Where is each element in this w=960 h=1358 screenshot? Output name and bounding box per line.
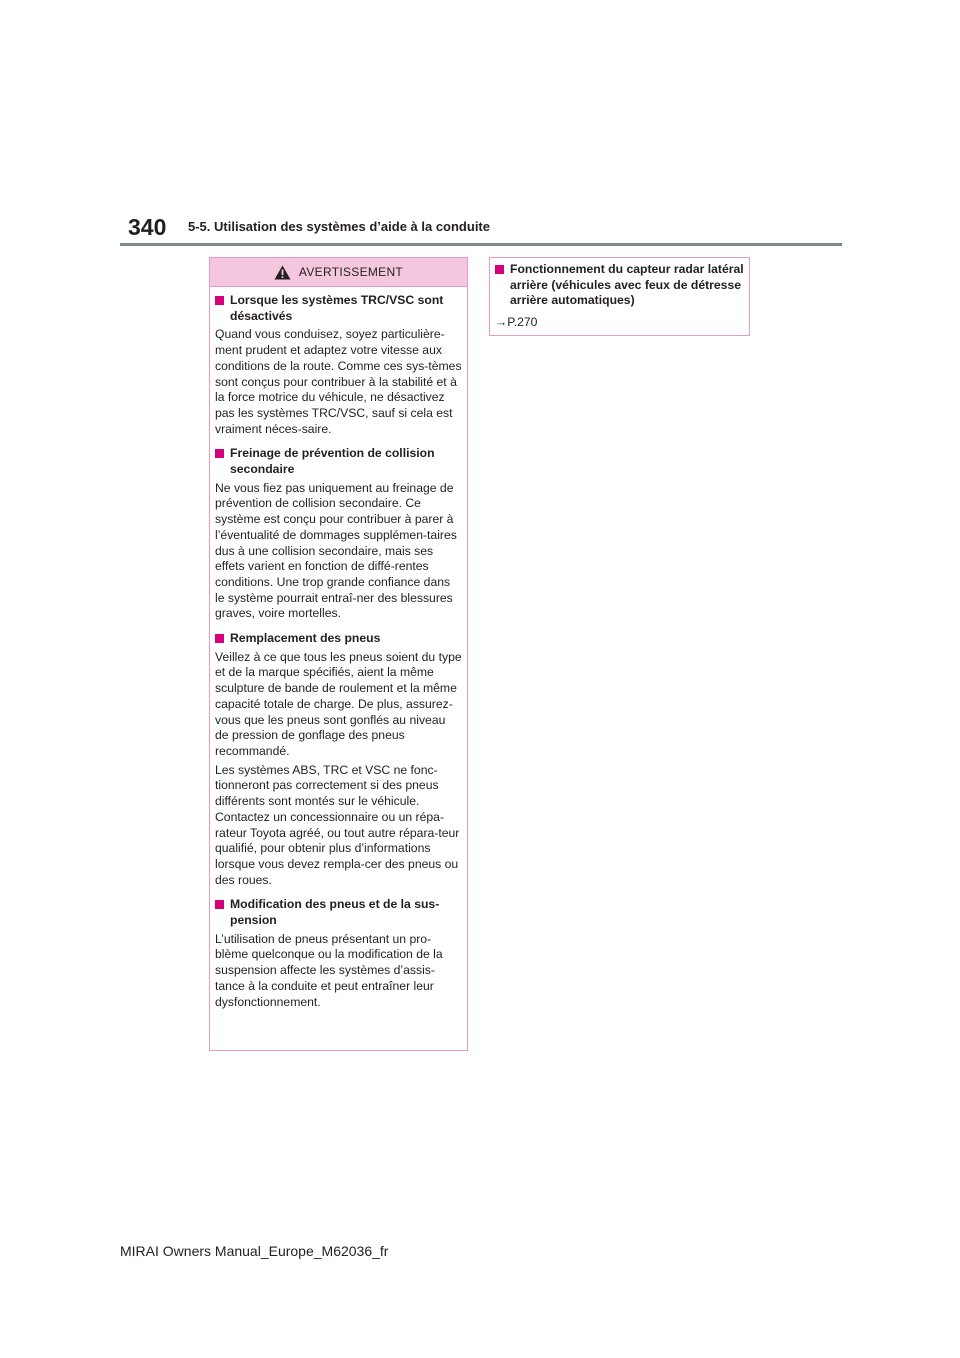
square-bullet-icon xyxy=(215,449,224,458)
side-note-heading xyxy=(495,262,744,309)
heading-text: Remplacement des pneus xyxy=(230,631,381,646)
warning-item xyxy=(215,631,462,888)
heading-text: Lorsque les systèmes TRC/VSC sont désactivés xyxy=(230,293,444,323)
warning-title: AVERTISSEMENT xyxy=(298,265,404,279)
section-title: 5-5. Utilisation des systèmes d’aide à la conduite xyxy=(188,219,490,234)
page-number: 340 xyxy=(128,214,167,240)
warning-paragraph: Ne vous fiez pas uniquement au freinage de prévention de collision secondaire. Ce système est conçu pour contribuer à parer à l’éventualité de dommages supplémen-taires dus à une collision secondaire, mais ses effets varient en fonction de diffé-rentes conditions. Une trop grande confiance dans le système pourrait entraî-ner des blessures graves, voire mortelles. xyxy=(215,480,457,621)
header-rule xyxy=(120,243,842,246)
warning-item xyxy=(215,897,462,1010)
warning-paragraph: Les systèmes ABS, TRC et VSC ne fonc-tionneront pas correctement si des pneus différents sont montés sur le véhicule. Contactez un concessionnaire ou un répa-rateur Toyota agréé, ou tout autre répara-teur qualifié, pour obtenir plus d’informations lorsque vous devez rempla-cer des pneus ou des roues. xyxy=(215,762,460,887)
warning-triangle-icon xyxy=(274,265,291,280)
footer-text: MIRAI Owners Manual_Europe_M62036_fr xyxy=(120,1243,389,1259)
square-bullet-icon xyxy=(495,265,504,274)
warning-item xyxy=(215,446,462,622)
warning-paragraph: L’utilisation de pneus présentant un pro-blème quelconque ou la modification de la suspension affecte les systèmes d’assis-tance à la conduite et peut entraîner leur dysfonctionnement. xyxy=(215,931,443,1009)
side-note-box xyxy=(489,257,750,336)
warning-item-heading xyxy=(215,897,462,928)
warning-paragraph: Quand vous conduisez, soyez particulière-ment prudent et adaptez votre vitesse aux conditions de la route. Comme ces sys-tèmes sont conçus pour contribuer à la stabilité et à la force motrice du véhicule, ne désactivez pas les systèmes TRC/VSC, sauf si cela est vraiment néces-saire. xyxy=(215,327,462,436)
warning-item xyxy=(215,293,462,437)
warning-box xyxy=(209,257,468,1051)
heading-text: Modification des pneus et de la sus-pension xyxy=(230,897,440,928)
warning-body xyxy=(210,287,467,1010)
heading-text: Freinage de prévention de collision secondaire xyxy=(230,446,435,477)
warning-paragraph: Veillez à ce que tous les pneus soient du type et de la marque spécifiés, aient la même sculpture de bande de roulement et la même capacité totale de charge. De plus, assurez-vous que les pneus sont gonflés au niveau de pression de gonflage des pneus recommandé. xyxy=(215,649,462,758)
warning-item-heading xyxy=(215,631,462,647)
square-bullet-icon xyxy=(215,296,224,305)
page-reference-link[interactable]: →P.270 xyxy=(495,315,538,330)
heading-text: Fonctionnement du capteur radar latéral arrière (véhicules avec feux de détresse arrière automatiques) xyxy=(510,262,744,308)
warning-item-heading xyxy=(215,446,462,477)
warning-item-heading xyxy=(215,293,462,324)
square-bullet-icon xyxy=(215,900,224,909)
square-bullet-icon xyxy=(215,634,224,643)
warning-header xyxy=(210,258,467,287)
